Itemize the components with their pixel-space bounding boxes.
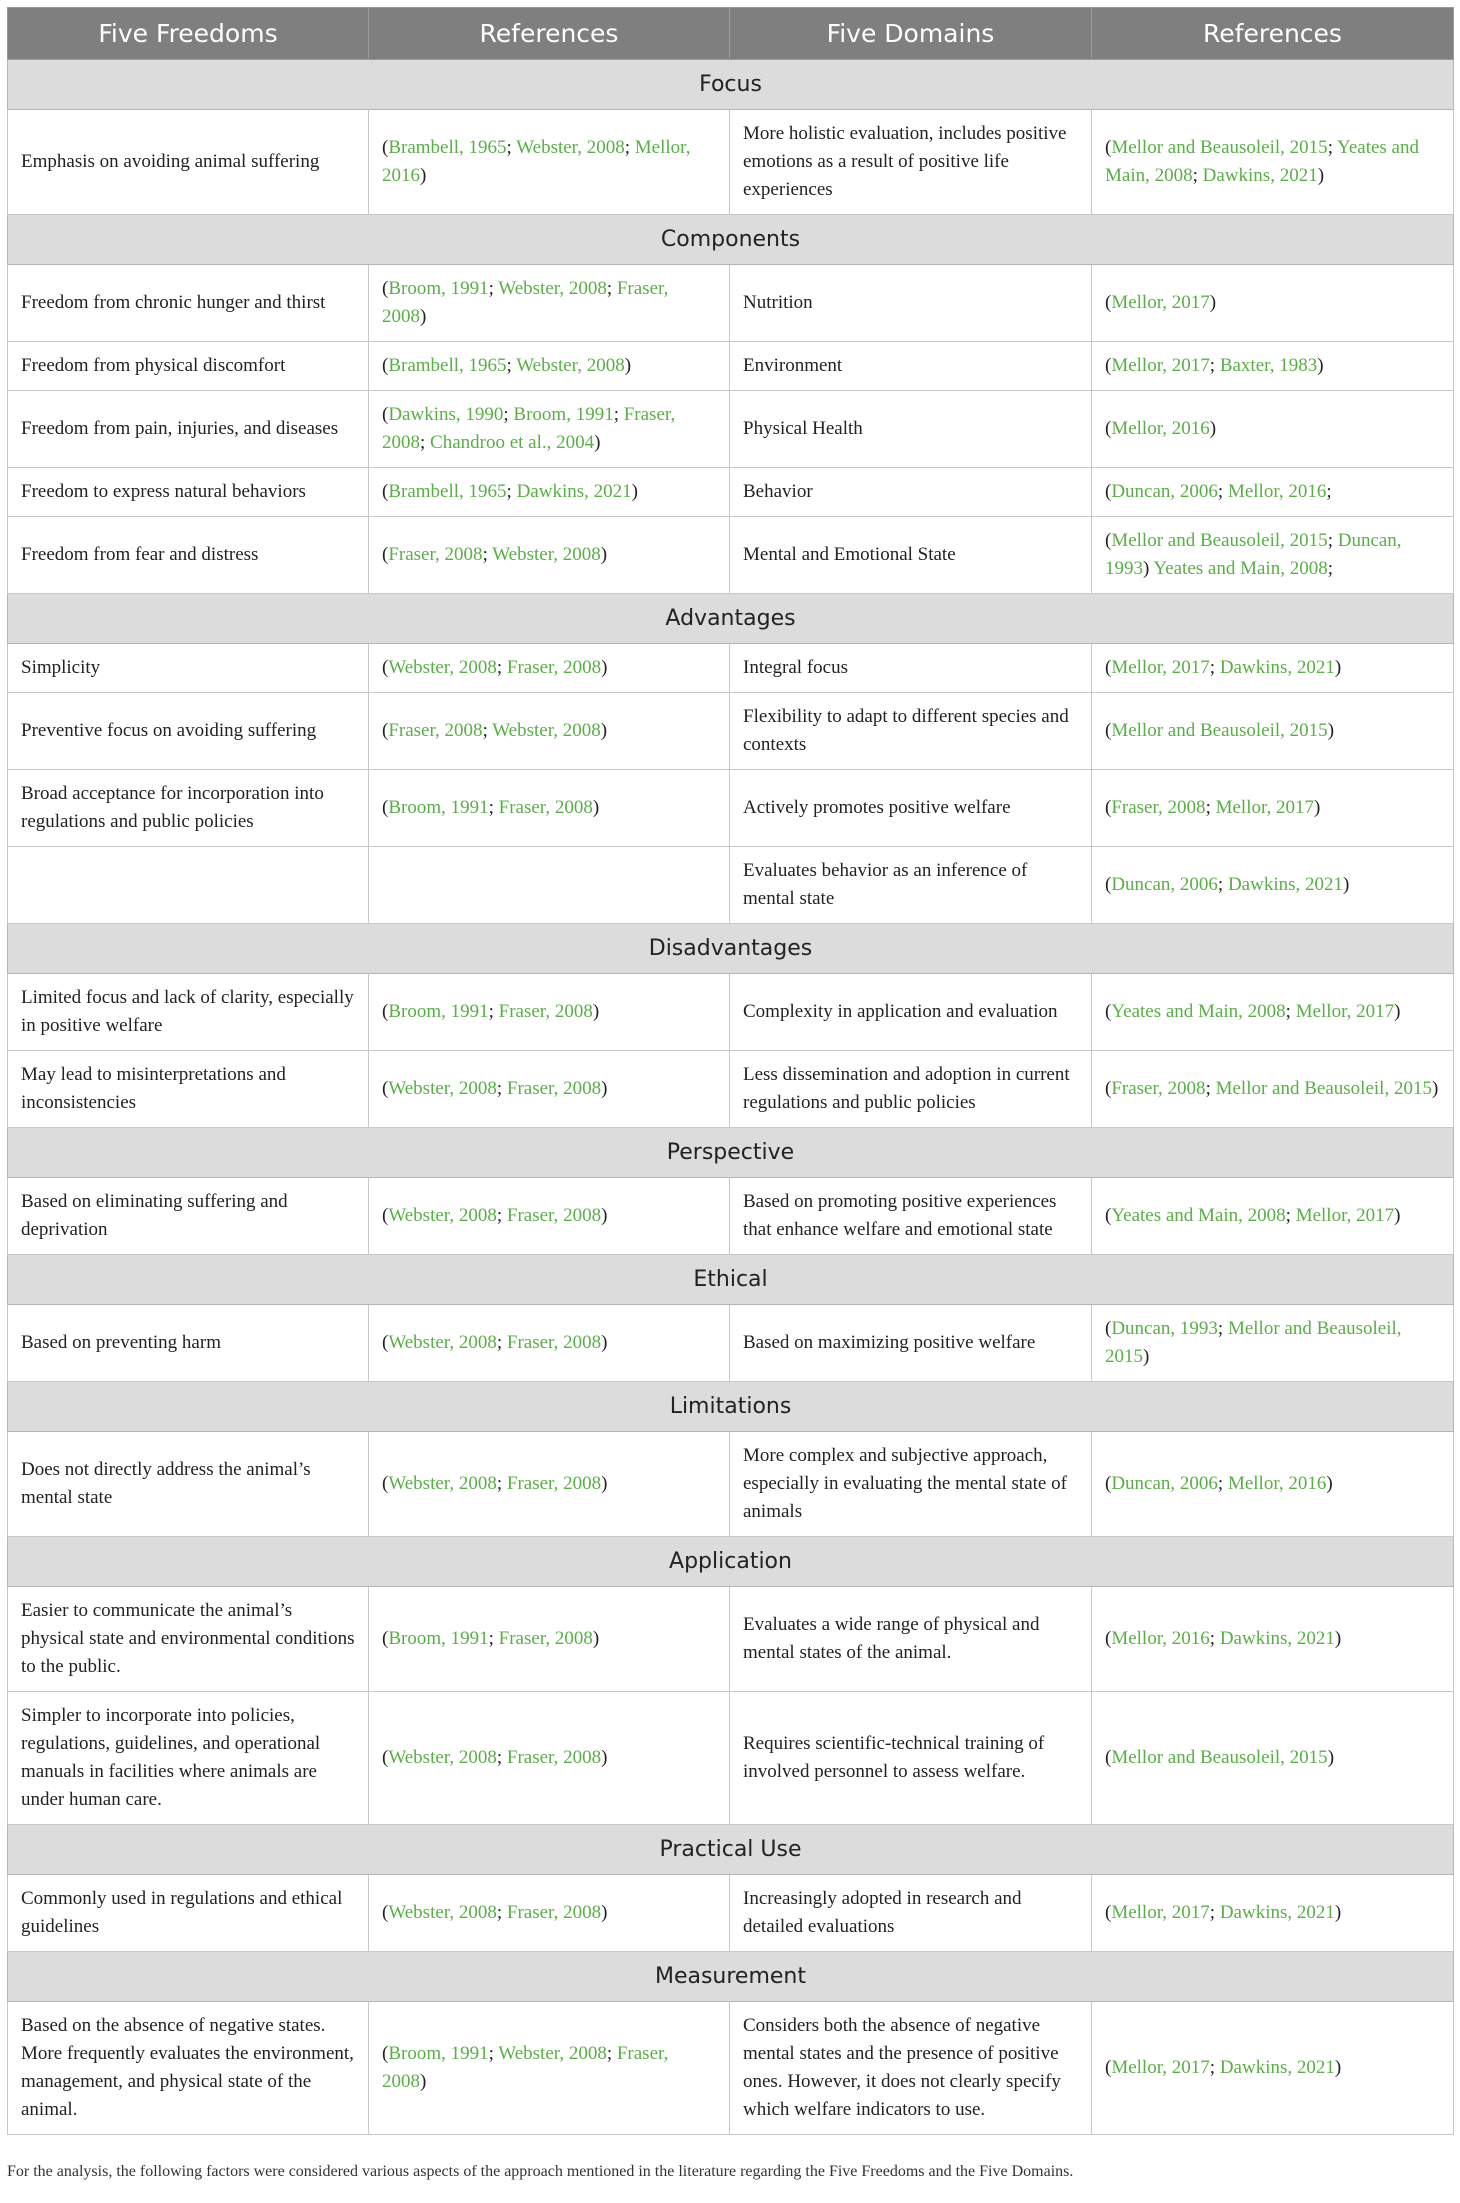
citation-link[interactable]: Fraser, 2008 [382,2043,669,2092]
citation-link[interactable]: Fraser, 2008 [382,404,676,453]
five-freedoms-cell: Broad acceptance for incorporation into regulations and public policies [8,770,369,847]
section-row [8,60,1454,110]
citation-link[interactable]: Duncan, 2006 [1111,1473,1218,1494]
header-five-freedoms: Five Freedoms [8,8,369,60]
header-references-domains: References [1092,8,1454,60]
freedoms-references-cell: (Webster, 2008; Fraser, 2008) [369,1875,730,1952]
citation-link[interactable]: Yeates and Main, 2008 [1105,137,1419,186]
citation-link[interactable]: Yeates and Main, 2008 [1111,1205,1286,1226]
citation-separator: ; [1285,1205,1296,1226]
freedoms-references-cell: (Brambell, 1965; Dawkins, 2021) [369,468,730,517]
freedoms-references-cell: (Dawkins, 1990; Broom, 1991; Fraser, 2008; Chandroo et al., 2004) [369,391,730,468]
table-row [8,265,1454,342]
citation-link[interactable]: Fraser, 2008 [498,797,593,818]
citation-link[interactable]: Fraser, 2008 [506,1902,602,1923]
citation-separator: ; [496,1078,507,1099]
citation-link[interactable]: Webster, 2008 [388,1332,497,1353]
table-row [8,1875,1454,1952]
table-row [8,342,1454,391]
domains-references-cell: (Duncan, 2006; Mellor, 2016) [1092,1432,1454,1537]
citation-link[interactable]: Webster, 2008 [492,544,601,565]
five-freedoms-cell: Preventive focus on avoiding suffering [8,693,369,770]
freedoms-references-cell: (Webster, 2008; Fraser, 2008) [369,644,730,693]
citation-link[interactable]: Mellor, 2017 [1295,1205,1395,1226]
section-title: Components [8,215,1454,265]
five-domains-cell: Considers both the absence of negative mental states and the presence of positive ones. However, it does not clearly specify which welfare indicators to use. [730,2002,1092,2135]
domains-references-cell: (Yeates and Main, 2008; Mellor, 2017) [1092,1178,1454,1255]
citation-separator: ; [1192,165,1203,186]
domains-references-cell: (Mellor, 2017; Baxter, 1983) [1092,342,1454,391]
citation-link[interactable]: Dawkins, 2021 [1202,165,1318,186]
citation-separator: ; [613,404,624,425]
citation-link[interactable]: Broom, 1991 [388,2043,489,2064]
citation-separator: ; [1205,797,1216,818]
domains-references-cell: (Mellor, 2017; Dawkins, 2021) [1092,2002,1454,2135]
citation-link[interactable]: Mellor, 2016 [1227,1473,1327,1494]
citation-link[interactable]: Fraser, 2008 [1111,797,1206,818]
citation-separator: ; [1217,1473,1228,1494]
citation-separator: ; [1209,2057,1220,2078]
table-row [8,1178,1454,1255]
table-row [8,1692,1454,1825]
section-row [8,1255,1454,1305]
domains-references-cell: (Mellor, 2017) [1092,265,1454,342]
citation-link[interactable]: Dawkins, 2021 [1219,1628,1335,1649]
citation-link[interactable]: Mellor and Beausoleil, 2015 [1111,137,1328,158]
domains-references-cell: (Duncan, 1993; Mellor and Beausoleil, 2015) [1092,1305,1454,1382]
table-row [8,644,1454,693]
citation-separator: ; [1209,657,1220,678]
citation-link[interactable]: Duncan, 1993 [1111,1318,1218,1339]
citation-link[interactable]: Webster, 2008 [516,137,625,158]
freedoms-references-cell: (Brambell, 1965; Webster, 2008; Mellor, 2016) [369,110,730,215]
table-row [8,847,1454,924]
section-row [8,924,1454,974]
citation-link[interactable]: Fraser, 2008 [498,1001,593,1022]
section-title: Measurement [8,1952,1454,2002]
five-freedoms-cell: Limited focus and lack of clarity, especially in positive welfare [8,974,369,1051]
header-five-domains: Five Domains [730,8,1092,60]
five-domains-cell: Based on maximizing positive welfare [730,1305,1092,1382]
citation-link[interactable]: Dawkins, 2021 [1219,1902,1335,1923]
five-domains-cell: Less dissemination and adoption in current regulations and public policies [730,1051,1092,1128]
citation-link[interactable]: Mellor and Beausoleil, 2015 [1111,720,1328,741]
section-title: Perspective [8,1128,1454,1178]
freedoms-references-cell: (Broom, 1991; Webster, 2008; Fraser, 2008) [369,2002,730,2135]
citation-separator: ; [496,1205,507,1226]
five-freedoms-cell: Emphasis on avoiding animal suffering [8,110,369,215]
table-row [8,1051,1454,1128]
domains-references-cell: (Mellor and Beausoleil, 2015) [1092,693,1454,770]
five-domains-cell: Evaluates behavior as an inference of mental state [730,847,1092,924]
five-freedoms-cell: Simplicity [8,644,369,693]
five-freedoms-cell: Freedom to express natural behaviors [8,468,369,517]
citation-link[interactable]: Mellor, 2017 [1111,292,1210,313]
section-title: Ethical [8,1255,1454,1305]
citation-link[interactable]: Fraser, 2008 [388,720,483,741]
five-domains-cell: Actively promotes positive welfare [730,770,1092,847]
five-domains-cell: Based on promoting positive experiences that enhance welfare and emotional state [730,1178,1092,1255]
citation-separator: ) [1143,558,1154,579]
section-title: Disadvantages [8,924,1454,974]
section-title: Advantages [8,594,1454,644]
citation-link[interactable]: Dawkins, 2021 [516,481,632,502]
five-freedoms-cell: Easier to communicate the animal’s physical state and environmental conditions to the public. [8,1587,369,1692]
five-domains-cell: Behavior [730,468,1092,517]
citation-link[interactable]: Mellor, 2016 [1111,1628,1210,1649]
citation-link[interactable]: Webster, 2008 [498,2043,607,2064]
domains-references-cell: (Fraser, 2008; Mellor, 2017) [1092,770,1454,847]
freedoms-references-cell: (Broom, 1991; Fraser, 2008) [369,1587,730,1692]
section-row [8,1825,1454,1875]
citation-link[interactable]: Baxter, 1983 [1219,355,1318,376]
citation-link[interactable]: Dawkins, 2021 [1219,2057,1335,2078]
citation-separator: ; [1209,1628,1220,1649]
table-row [8,2002,1454,2135]
citation-link[interactable]: Mellor, 2016 [1111,418,1210,439]
citation-link[interactable]: Broom, 1991 [388,797,489,818]
citation-link[interactable]: Fraser, 2008 [388,544,483,565]
table-row [8,1305,1454,1382]
freedoms-references-cell: (Webster, 2008; Fraser, 2008) [369,1178,730,1255]
citation-link[interactable]: Duncan, 2006 [1111,481,1218,502]
citation-separator: ; [488,797,499,818]
five-freedoms-cell: Simpler to incorporate into policies, regulations, guidelines, and operational manuals in facilities where animals are under human care. [8,1692,369,1825]
citation-separator: ; [1327,558,1333,579]
table-row [8,693,1454,770]
five-freedoms-cell: May lead to misinterpretations and inconsistencies [8,1051,369,1128]
citation-separator: ; [1209,1902,1220,1923]
citation-link[interactable]: Mellor, 2017 [1111,2057,1210,2078]
citation-link[interactable]: Mellor, 2016 [1227,481,1327,502]
five-domains-cell: Evaluates a wide range of physical and mental states of the animal. [730,1587,1092,1692]
five-freedoms-cell: Freedom from fear and distress [8,517,369,594]
citation-separator: ; [503,404,514,425]
citation-separator: ; [1327,530,1338,551]
citation-link[interactable]: Webster, 2008 [516,355,625,376]
citation-link[interactable]: Webster, 2008 [388,1747,497,1768]
domains-references-cell: (Mellor, 2017; Dawkins, 2021) [1092,1875,1454,1952]
section-row [8,1952,1454,2002]
citation-link[interactable]: Dawkins, 2021 [1227,874,1344,895]
citation-link[interactable]: Fraser, 2008 [506,1205,602,1226]
citation-separator: ; [506,481,517,502]
table-row [8,517,1454,594]
citation-separator: ; [488,1001,499,1022]
citation-separator: ; [496,1747,507,1768]
domains-references-cell: (Mellor and Beausoleil, 2015) [1092,1692,1454,1825]
five-domains-cell: Complexity in application and evaluation [730,974,1092,1051]
citation-separator: ; [606,2043,617,2064]
citation-link[interactable]: Mellor and Beausoleil, 2015 [1111,1747,1328,1768]
citation-link[interactable]: Brambell, 1965 [388,355,507,376]
citation-separator: ; [1326,481,1332,502]
citation-link[interactable]: Brambell, 1965 [388,137,507,158]
domains-references-cell: (Mellor, 2016) [1092,391,1454,468]
citation-link[interactable]: Webster, 2008 [388,1078,497,1099]
citation-link[interactable]: Mellor and Beausoleil, 2015 [1215,1078,1432,1099]
five-domains-cell: Increasingly adopted in research and detailed evaluations [730,1875,1092,1952]
five-domains-cell: Physical Health [730,391,1092,468]
five-domains-cell: Environment [730,342,1092,391]
five-domains-cell: Mental and Emotional State [730,517,1092,594]
five-domains-cell: Flexibility to adapt to different species and contexts [730,693,1092,770]
citation-separator: ; [1285,1001,1296,1022]
five-freedoms-cell: Freedom from physical discomfort [8,342,369,391]
five-freedoms-cell: Based on the absence of negative states. More frequently evaluates the environment, management, and physical state of the animal. [8,2002,369,2135]
five-freedoms-cell: Based on eliminating suffering and deprivation [8,1178,369,1255]
citation-separator: ; [1327,137,1338,158]
citation-link[interactable]: Mellor, 2017 [1111,355,1210,376]
five-freedoms-cell: Based on preventing harm [8,1305,369,1382]
freedoms-references-cell [369,847,730,924]
five-domains-cell: Nutrition [730,265,1092,342]
citation-link[interactable]: Fraser, 2008 [498,1628,593,1649]
table-row [8,974,1454,1051]
domains-references-cell: (Mellor, 2016; Dawkins, 2021) [1092,1587,1454,1692]
citation-link[interactable]: Webster, 2008 [492,720,601,741]
citation-separator: ; [496,657,507,678]
freedoms-references-cell: (Brambell, 1965; Webster, 2008) [369,342,730,391]
citation-link[interactable]: Dawkins, 2021 [1219,657,1335,678]
domains-references-cell: (Yeates and Main, 2008; Mellor, 2017) [1092,974,1454,1051]
citation-link[interactable]: Webster, 2008 [388,1473,497,1494]
citation-separator: ; [488,278,499,299]
citation-link[interactable]: Webster, 2008 [388,1205,497,1226]
table-footnote: For the analysis, the following factors were considered various aspects of the approach mentioned in the literature regarding the Five Freedoms and the Five Domains. [7,2163,1074,2180]
citation-link[interactable]: Fraser, 2008 [506,1332,602,1353]
domains-references-cell: (Duncan, 2006; Mellor, 2016; [1092,468,1454,517]
section-row [8,1382,1454,1432]
five-domains-cell: More complex and subjective approach, especially in evaluating the mental state of animals [730,1432,1092,1537]
comparison-table [7,7,1454,2135]
citation-link[interactable]: Mellor and Beausoleil, 2015 [1111,530,1328,551]
comparison-table-container [7,7,1453,2135]
citation-separator: ; [496,1902,507,1923]
citation-separator: ; [482,720,493,741]
citation-link[interactable]: Yeates and Main, 2008 [1153,558,1328,579]
freedoms-references-cell: (Webster, 2008; Fraser, 2008) [369,1432,730,1537]
five-freedoms-cell: Freedom from pain, injuries, and diseases [8,391,369,468]
citation-separator: ; [606,278,617,299]
citation-separator: ; [496,1332,507,1353]
section-row [8,215,1454,265]
citation-separator: ; [506,137,517,158]
section-row [8,1128,1454,1178]
citation-link[interactable]: Fraser, 2008 [382,278,669,327]
freedoms-references-cell: (Fraser, 2008; Webster, 2008) [369,517,730,594]
table-row [8,1587,1454,1692]
citation-link[interactable]: Fraser, 2008 [1111,1078,1206,1099]
section-title: Focus [8,60,1454,110]
table-row [8,770,1454,847]
citation-link[interactable]: Fraser, 2008 [506,1473,602,1494]
domains-references-cell: (Mellor, 2017; Dawkins, 2021) [1092,644,1454,693]
citation-separator: ; [1217,481,1228,502]
section-row [8,594,1454,644]
citation-link[interactable]: Chandroo et al., 2004 [430,432,595,453]
five-freedoms-cell: Freedom from chronic hunger and thirst [8,265,369,342]
section-title: Limitations [8,1382,1454,1432]
five-freedoms-cell [8,847,369,924]
domains-references-cell: (Mellor and Beausoleil, 2015; Duncan, 1993) Yeates and Main, 2008; [1092,517,1454,594]
citation-link[interactable]: Mellor, 2017 [1215,797,1315,818]
five-freedoms-cell: Does not directly address the animal’s mental state [8,1432,369,1537]
citation-link[interactable]: Mellor, 2017 [1295,1001,1395,1022]
citation-link[interactable]: Duncan, 2006 [1111,874,1218,895]
domains-references-cell: (Fraser, 2008; Mellor and Beausoleil, 2015) [1092,1051,1454,1128]
citation-separator: ; [488,2043,499,2064]
citation-link[interactable]: Webster, 2008 [388,1902,497,1923]
freedoms-references-cell: (Fraser, 2008; Webster, 2008) [369,693,730,770]
citation-separator: ; [506,355,517,376]
citation-link[interactable]: Duncan, 1993 [1105,530,1402,579]
citation-link[interactable]: Mellor, 2016 [382,137,691,186]
table-body [8,60,1454,2135]
citation-separator: ; [1205,1078,1216,1099]
header-row [8,8,1454,60]
citation-link[interactable]: Webster, 2008 [498,278,607,299]
citation-link[interactable]: Mellor, 2017 [1111,1902,1210,1923]
citation-separator: ; [1217,874,1228,895]
citation-link[interactable]: Dawkins, 1990 [388,404,504,425]
citation-separator: ; [420,432,431,453]
citation-separator: ; [624,137,635,158]
table-row [8,391,1454,468]
header-references-freedoms: References [369,8,730,60]
citation-link[interactable]: Yeates and Main, 2008 [1111,1001,1286,1022]
freedoms-references-cell: (Broom, 1991; Fraser, 2008) [369,974,730,1051]
five-domains-cell: Integral focus [730,644,1092,693]
citation-separator: ; [488,1628,499,1649]
section-row [8,1537,1454,1587]
citation-link[interactable]: Broom, 1991 [388,278,489,299]
citation-link[interactable]: Fraser, 2008 [506,1078,602,1099]
domains-references-cell: (Duncan, 2006; Dawkins, 2021) [1092,847,1454,924]
five-domains-cell: More holistic evaluation, includes positive emotions as a result of positive life experiences [730,110,1092,215]
section-title: Application [8,1537,1454,1587]
table-row [8,1432,1454,1537]
domains-references-cell: (Mellor and Beausoleil, 2015; Yeates and Main, 2008; Dawkins, 2021) [1092,110,1454,215]
citation-link[interactable]: Broom, 1991 [388,1628,489,1649]
freedoms-references-cell: (Webster, 2008; Fraser, 2008) [369,1692,730,1825]
citation-separator: ; [496,1473,507,1494]
citation-link[interactable]: Mellor and Beausoleil, 2015 [1105,1318,1402,1367]
table-row [8,110,1454,215]
citation-separator: ; [1209,355,1220,376]
five-freedoms-cell: Commonly used in regulations and ethical guidelines [8,1875,369,1952]
freedoms-references-cell: (Broom, 1991; Fraser, 2008) [369,770,730,847]
citation-link[interactable]: Mellor, 2017 [1111,657,1210,678]
freedoms-references-cell: (Broom, 1991; Webster, 2008; Fraser, 2008) [369,265,730,342]
freedoms-references-cell: (Webster, 2008; Fraser, 2008) [369,1305,730,1382]
table-row [8,468,1454,517]
freedoms-references-cell: (Webster, 2008; Fraser, 2008) [369,1051,730,1128]
five-domains-cell: Requires scientific-technical training of involved personnel to assess welfare. [730,1692,1092,1825]
citation-separator: ; [482,544,493,565]
section-title: Practical Use [8,1825,1454,1875]
citation-link[interactable]: Brambell, 1965 [388,481,507,502]
citation-link[interactable]: Webster, 2008 [388,657,497,678]
citation-link[interactable]: Broom, 1991 [388,1001,489,1022]
citation-link[interactable]: Fraser, 2008 [506,657,602,678]
citation-link[interactable]: Broom, 1991 [513,404,614,425]
citation-separator: ; [1217,1318,1228,1339]
citation-link[interactable]: Fraser, 2008 [506,1747,602,1768]
